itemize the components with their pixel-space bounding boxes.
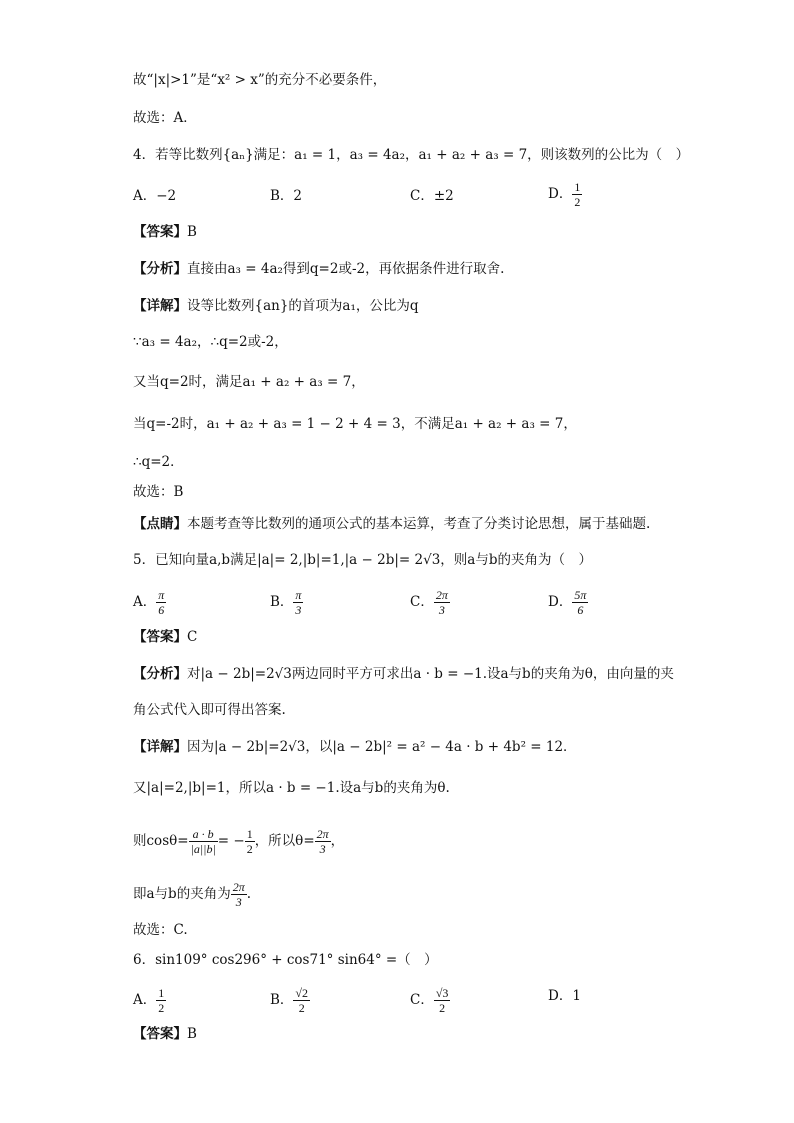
text-line: 又|a|=2,|b|=1，所以a · b = −1.设a与b的夹角为θ. — [133, 780, 450, 796]
detail-text: 因为|a − 2b|=2√3，以|a − 2b|² = a² − 4a · b + 4b² = 12． — [187, 739, 577, 755]
option-value: 2 — [293, 188, 303, 204]
detail-text: 设等比数列{an}的首项为a₁，公比为q — [187, 298, 419, 314]
question-5: 5．已知向量a,b满足|a|= 2,|b|=1,|a − 2b|= 2√3，则a与b的夹角为（ ） — [133, 552, 592, 568]
fraction-numerator: 1 — [158, 986, 165, 1000]
option-label: B． — [270, 594, 294, 610]
text-segment: ，所以θ= — [254, 833, 315, 849]
fraction-denominator: 2 — [439, 1001, 446, 1015]
text-line: ∵a₃ = 4a₂，∴q=2或-2， — [133, 334, 288, 350]
fraction-numerator: 2π — [316, 827, 329, 841]
q5-option-b — [270, 588, 303, 617]
fraction — [572, 588, 588, 617]
fraction-denominator: 6 — [577, 603, 584, 617]
detail-line — [133, 737, 577, 757]
fraction-numerator: 2π — [232, 880, 245, 894]
analysis-tag: 【分析】 — [133, 261, 187, 277]
answer-value: C — [187, 629, 198, 645]
detail-line — [133, 296, 419, 316]
fraction — [434, 588, 450, 617]
option-value: −2 — [156, 188, 177, 204]
fraction — [315, 827, 331, 856]
q6-option-c — [410, 986, 450, 1015]
fraction-denominator: 3 — [235, 895, 242, 909]
text-line: ∴q=2． — [133, 454, 184, 470]
text-segment: . — [246, 886, 252, 902]
analysis-text: 直接由a₃ = 4a₂得到q=2或-2，再依据条件进行取舍. — [187, 261, 505, 277]
option-label: A． — [133, 992, 157, 1008]
text-line: 角公式代入即可得出答案. — [133, 702, 286, 718]
fraction — [231, 880, 247, 909]
fraction-numerator: π — [158, 588, 165, 602]
option-label: C． — [410, 188, 434, 204]
answer-line — [133, 627, 197, 647]
fraction — [572, 180, 582, 209]
answer-tag: 【答案】 — [133, 629, 187, 645]
detail-tag: 【详解】 — [133, 739, 187, 755]
q5-option-a — [133, 588, 166, 617]
option-label: D． — [548, 988, 573, 1004]
fraction — [189, 827, 218, 856]
fraction-numerator: π — [295, 588, 302, 602]
option-label: B． — [270, 992, 294, 1008]
analysis-line — [133, 259, 504, 279]
option-value: 1 — [572, 988, 581, 1004]
text-segment: 即a与b的夹角为 — [133, 886, 231, 902]
fraction-numerator: a · b — [189, 827, 218, 842]
fraction-denominator: 3 — [295, 603, 302, 617]
text-line: 故选：A． — [133, 110, 197, 126]
q6-option-a — [133, 986, 166, 1015]
q6-option-b — [270, 986, 310, 1015]
fraction — [245, 827, 255, 856]
fraction-denominator: 2 — [158, 1001, 165, 1015]
option-label: B． — [270, 188, 294, 204]
analysis-tag: 【分析】 — [133, 666, 187, 682]
answer-value: B — [187, 1026, 197, 1042]
q5-option-c — [410, 588, 450, 617]
fraction-denominator: 2 — [246, 842, 253, 856]
fraction-numerator: 1 — [246, 827, 253, 841]
q5-option-d — [548, 588, 588, 617]
option-label: C． — [410, 594, 434, 610]
text-segment: = − — [217, 833, 245, 849]
comment-line — [133, 514, 650, 534]
option-value: ±2 — [433, 188, 454, 204]
fraction-denominator: 3 — [438, 603, 445, 617]
text-line: 又当q=2时，满足a₁ + a₂ + a₃ = 7， — [133, 374, 365, 390]
q4-option-b — [270, 186, 302, 206]
fraction-denominator: 2 — [574, 195, 581, 209]
answer-tag: 【答案】 — [133, 224, 187, 240]
analysis-text: 对|a − 2b|=2√3两边同时平方可求出a · b = −1.设a与b的夹角为θ，由向量的夹 — [187, 666, 674, 682]
fraction — [156, 986, 166, 1015]
answer-tag: 【答案】 — [133, 1026, 187, 1042]
fraction-numerator: √2 — [295, 986, 309, 1000]
text-line: 故“|x|>1”是“x² > x”的充分不必要条件， — [133, 72, 387, 88]
fraction-numerator: 5π — [574, 588, 587, 602]
comment-text: 本题考查等比数列的通项公式的基本运算，考查了分类讨论思想，属于基础题. — [187, 516, 651, 532]
analysis-line — [133, 664, 674, 684]
fraction-numerator: 2π — [435, 588, 448, 602]
text-segment: 则cosθ= — [133, 833, 189, 849]
text-line: 故选：C. — [133, 922, 188, 938]
fraction-denominator: 2 — [298, 1001, 305, 1015]
q4-option-d — [548, 180, 582, 209]
cos-formula-line — [133, 825, 344, 857]
q6-option-d — [548, 986, 581, 1006]
detail-tag: 【详解】 — [133, 298, 187, 314]
question-4: 4．若等比数列{aₙ}满足：a₁ = 1，a₃ = 4a₂，a₁ + a₂ + a₃ = 7，则该数列的公比为（ ） — [133, 147, 690, 163]
angle-result-line — [133, 878, 251, 910]
option-label: A． — [133, 188, 157, 204]
option-label: A． — [133, 594, 157, 610]
answer-line — [133, 1024, 197, 1044]
fraction — [156, 588, 166, 617]
answer-value: B — [187, 224, 197, 240]
fraction — [434, 986, 451, 1015]
fraction — [293, 588, 303, 617]
fraction-numerator: √3 — [435, 986, 449, 1000]
q4-option-a — [133, 186, 176, 206]
text-segment: ， — [330, 833, 345, 849]
fraction — [293, 986, 310, 1015]
comment-tag: 【点睛】 — [133, 516, 187, 532]
fraction-numerator: 1 — [574, 180, 581, 194]
option-label: D． — [548, 594, 573, 610]
text-line: 当q=-2时，a₁ + a₂ + a₃ = 1 − 2 + 4 = 3，不满足a₁ + a₂ + a₃ = 7， — [133, 416, 577, 432]
fraction-denominator: 6 — [158, 603, 165, 617]
answer-line — [133, 222, 197, 242]
fraction-denominator: 3 — [319, 842, 326, 856]
option-label: C． — [410, 992, 434, 1008]
question-6: 6．sin109° cos296° + cos71° sin64° =（ ） — [133, 952, 438, 968]
fraction-denominator: |a||b| — [190, 842, 216, 856]
q4-option-c — [410, 186, 454, 206]
option-label: D． — [548, 186, 573, 202]
text-line: 故选：B — [133, 484, 184, 500]
